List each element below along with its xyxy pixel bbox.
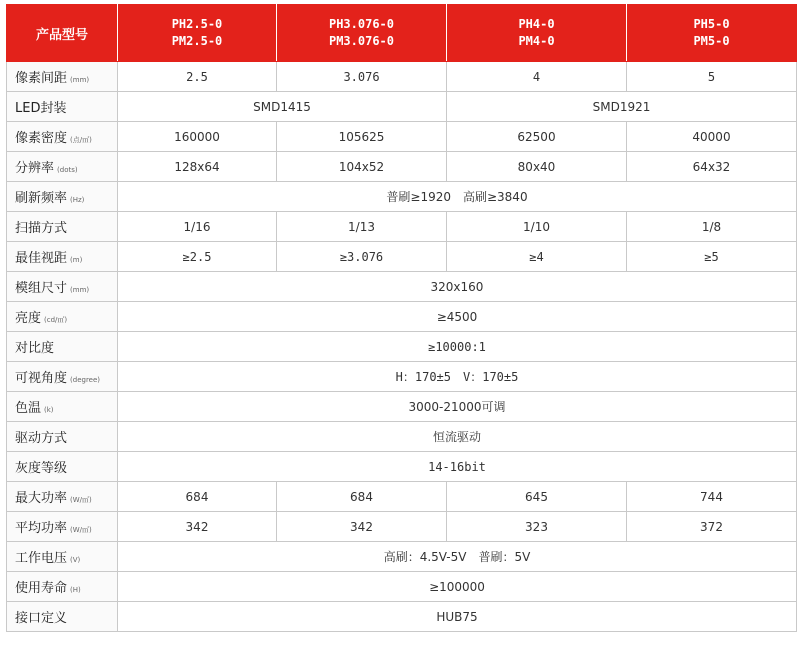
unit-text: (mm) <box>70 286 90 294</box>
row-grayscale <box>7 452 797 482</box>
value-cell: SMD1921 <box>447 92 797 122</box>
model-pm: PM4-0 <box>518 34 555 48</box>
value-cell: 64x32 <box>627 152 797 182</box>
value-cell: 342 <box>118 512 277 542</box>
label-text: 刷新频率 <box>15 191 68 206</box>
value-cell: 3.076 <box>277 62 447 92</box>
row-resolution <box>7 152 797 182</box>
value-cell: 40000 <box>627 122 797 152</box>
model-cell <box>447 5 627 62</box>
value-cell: 104x52 <box>277 152 447 182</box>
model-ph: PH4-0 <box>518 17 555 31</box>
value-cell: 1/13 <box>277 212 447 242</box>
unit-text: (degree) <box>70 376 101 384</box>
label-text: 模组尺寸 <box>15 281 68 296</box>
model-cell <box>118 5 277 62</box>
label-text: 像素密度 <box>15 131 68 146</box>
value-cell: 372 <box>627 512 797 542</box>
label-text: 工作电压 <box>15 551 68 566</box>
header-title-cell <box>7 5 118 62</box>
row-label <box>7 62 118 92</box>
row-refresh-rate <box>7 182 797 212</box>
row-label <box>7 122 118 152</box>
value-cell: 684 <box>277 482 447 512</box>
label-text: LED封装 <box>15 101 67 116</box>
value-cell: HUB75 <box>118 602 797 632</box>
value-cell: 3000-21000可调 <box>118 392 797 422</box>
value-cell: ≥100000 <box>118 572 797 602</box>
model-cell <box>277 5 447 62</box>
value-cell: ≥10000:1 <box>118 332 797 362</box>
row-label <box>7 362 118 392</box>
row-label <box>7 512 118 542</box>
row-label <box>7 452 118 482</box>
header-title: 产品型号 <box>35 27 88 43</box>
unit-text: (dots) <box>57 166 78 174</box>
unit-text: (V) <box>70 556 81 564</box>
value-cell: 62500 <box>447 122 627 152</box>
value-cell: 高刷：4.5V-5V 普刷：5V <box>118 542 797 572</box>
row-lifespan <box>7 572 797 602</box>
value-cell: ≥5 <box>627 242 797 272</box>
unit-text: (W/㎡) <box>70 496 92 504</box>
row-brightness <box>7 302 797 332</box>
row-label <box>7 572 118 602</box>
value-cell: 128x64 <box>118 152 277 182</box>
value-cell: 160000 <box>118 122 277 152</box>
row-voltage <box>7 542 797 572</box>
value-cell: 2.5 <box>118 62 277 92</box>
row-label <box>7 242 118 272</box>
unit-text: (Hz) <box>70 196 85 204</box>
row-label <box>7 482 118 512</box>
value-cell: 普刷≥1920 高刷≥3840 <box>118 182 797 212</box>
label-text: 接口定义 <box>15 611 68 626</box>
value-cell: ≥2.5 <box>118 242 277 272</box>
row-label <box>7 92 118 122</box>
value-cell: 105625 <box>277 122 447 152</box>
row-label <box>7 302 118 332</box>
model-cell <box>627 5 797 62</box>
row-label <box>7 272 118 302</box>
row-viewing-distance <box>7 242 797 272</box>
value-cell: H：170±5 V：170±5 <box>118 362 797 392</box>
value-cell: 恒流驱动 <box>118 422 797 452</box>
row-module-size <box>7 272 797 302</box>
label-text: 平均功率 <box>15 521 68 536</box>
value-cell: 14-16bit <box>118 452 797 482</box>
model-pm: PM2.5-0 <box>171 34 223 48</box>
label-text: 扫描方式 <box>15 221 68 236</box>
header-row <box>7 5 797 62</box>
value-cell: 645 <box>447 482 627 512</box>
label-text: 最佳视距 <box>15 251 68 266</box>
value-cell: ≥4 <box>447 242 627 272</box>
model-ph: PH2.5-0 <box>171 17 223 31</box>
value-cell: 323 <box>447 512 627 542</box>
unit-text: (m) <box>70 256 83 264</box>
value-cell: 684 <box>118 482 277 512</box>
model-pm: PM3.076-0 <box>328 34 395 48</box>
row-label <box>7 182 118 212</box>
value-cell: 320x160 <box>118 272 797 302</box>
row-color-temp <box>7 392 797 422</box>
value-cell: ≥4500 <box>118 302 797 332</box>
row-label <box>7 422 118 452</box>
value-cell: 5 <box>627 62 797 92</box>
row-label <box>7 542 118 572</box>
unit-text: (W/㎡) <box>70 526 92 534</box>
model-pm: PM5-0 <box>693 34 730 48</box>
spec-table <box>6 4 797 632</box>
unit-text: (H) <box>70 586 81 594</box>
row-led-package <box>7 92 797 122</box>
value-cell: ≥3.076 <box>277 242 447 272</box>
value-cell: SMD1415 <box>118 92 447 122</box>
label-text: 亮度 <box>15 311 42 326</box>
row-label <box>7 332 118 362</box>
spec-table-container <box>6 4 796 632</box>
label-text: 对比度 <box>15 341 55 356</box>
label-text: 像素间距 <box>15 71 68 86</box>
label-text: 最大功率 <box>15 491 68 506</box>
unit-text: (mm) <box>70 76 90 84</box>
value-cell: 1/8 <box>627 212 797 242</box>
row-max-power <box>7 482 797 512</box>
row-label <box>7 392 118 422</box>
row-interface <box>7 602 797 632</box>
row-viewing-angle <box>7 362 797 392</box>
value-cell: 744 <box>627 482 797 512</box>
unit-text: (k) <box>44 406 54 414</box>
model-ph: PH3.076-0 <box>328 17 395 31</box>
value-cell: 1/10 <box>447 212 627 242</box>
model-ph: PH5-0 <box>693 17 730 31</box>
row-drive-mode <box>7 422 797 452</box>
row-avg-power <box>7 512 797 542</box>
row-label <box>7 602 118 632</box>
unit-text: (点/㎡) <box>70 136 92 144</box>
label-text: 可视角度 <box>15 371 68 386</box>
row-pixel-pitch <box>7 62 797 92</box>
value-cell: 342 <box>277 512 447 542</box>
value-cell: 1/16 <box>118 212 277 242</box>
row-label <box>7 212 118 242</box>
value-cell: 4 <box>447 62 627 92</box>
label-text: 驱动方式 <box>15 431 68 446</box>
label-text: 分辨率 <box>15 161 55 176</box>
row-label <box>7 152 118 182</box>
label-text: 灰度等级 <box>15 461 68 476</box>
row-contrast <box>7 332 797 362</box>
value-cell: 80x40 <box>447 152 627 182</box>
unit-text: (cd/㎡) <box>44 316 68 324</box>
row-pixel-density <box>7 122 797 152</box>
label-text: 使用寿命 <box>15 581 68 596</box>
label-text: 色温 <box>15 401 42 416</box>
row-scan-mode <box>7 212 797 242</box>
